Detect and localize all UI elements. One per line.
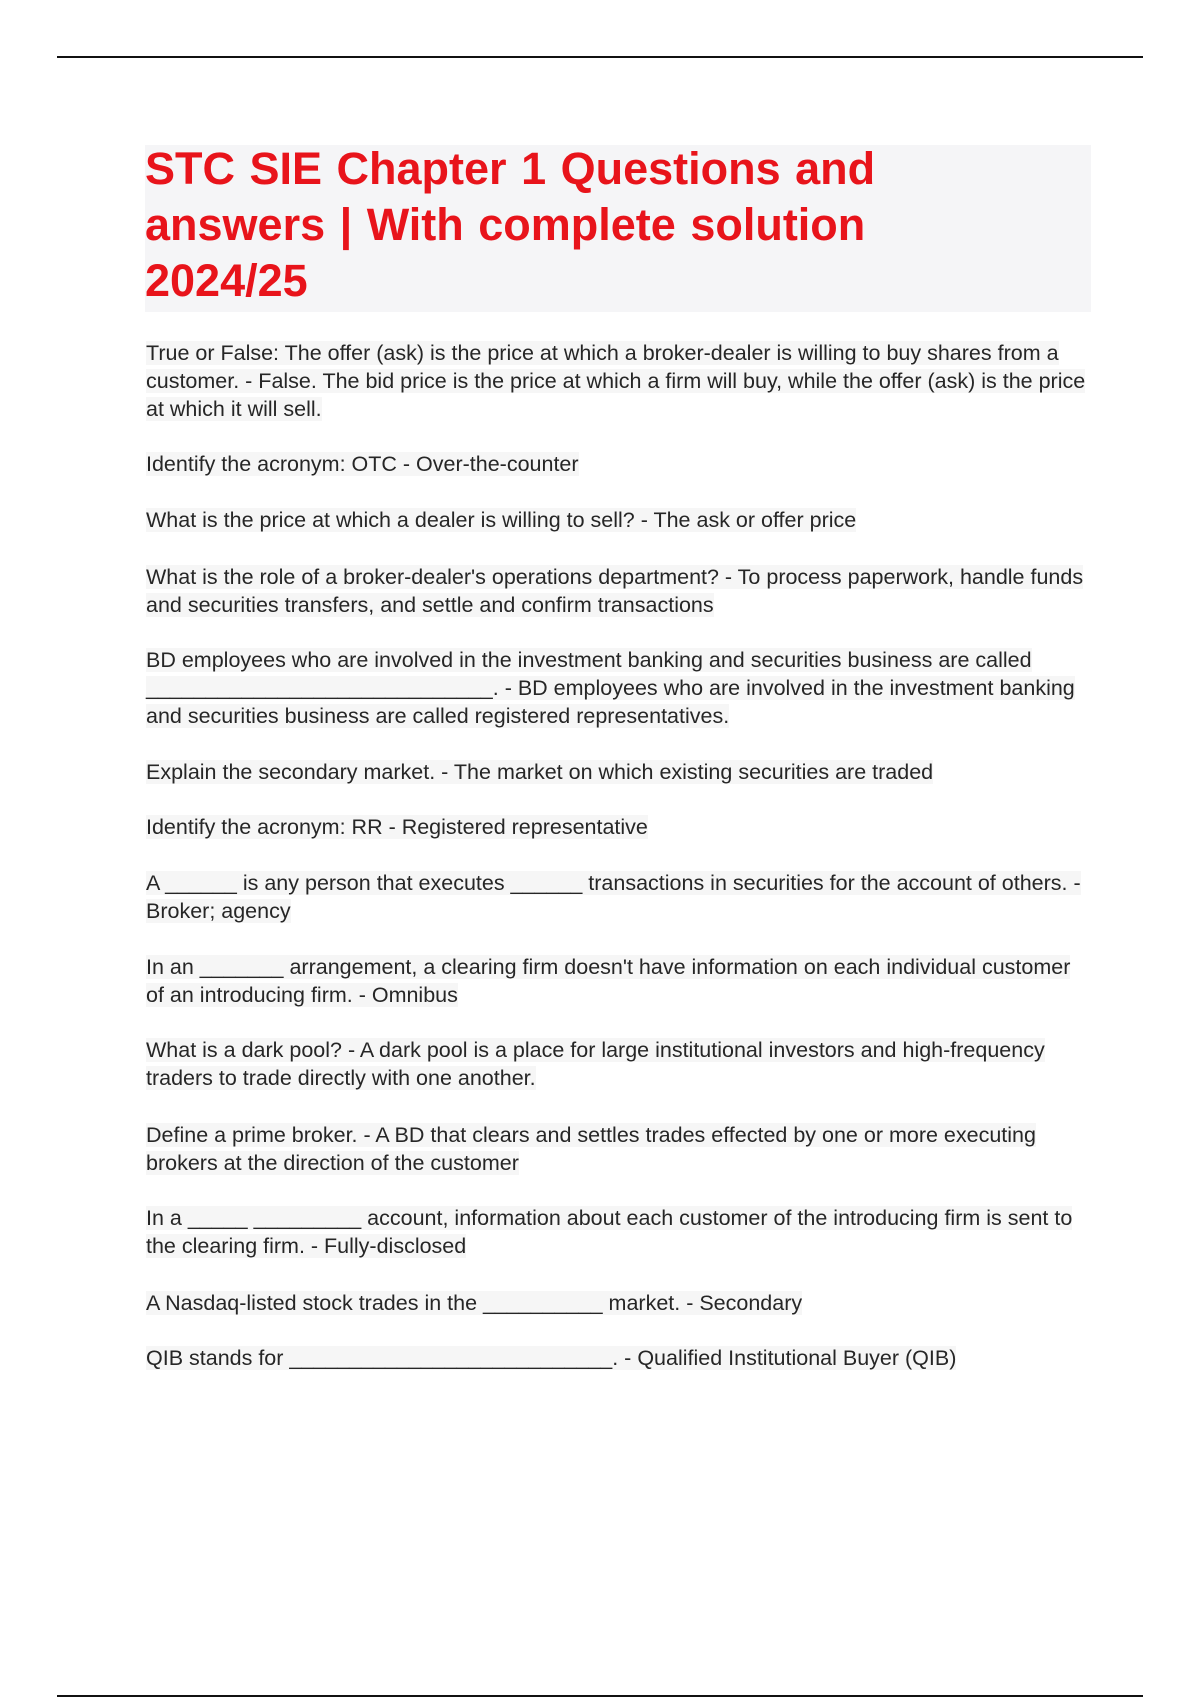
qa-item bbox=[146, 953, 1086, 1009]
qa-item bbox=[146, 869, 1086, 925]
qa-item-text: In a _____ _________ account, information about each customer of the introducing firm is sent to the clearing firm. - Fully-disclosed bbox=[146, 1206, 1073, 1258]
qa-item bbox=[146, 758, 1086, 786]
qa-item-text: True or False: The offer (ask) is the price at which a broker-dealer is willing to buy shares from a customer. - False. The bid price is the price at which a firm will buy, while the offer (ask) is the price at which it will sell. bbox=[146, 341, 1086, 421]
qa-item-text: Identify the acronym: OTC - Over-the-counter bbox=[146, 452, 579, 476]
document-title: STC SIE Chapter 1 Questions and answers | With complete solution 2024/25 bbox=[145, 143, 876, 306]
qa-item bbox=[146, 506, 1086, 534]
qa-item bbox=[146, 1344, 1086, 1372]
qa-item-text: What is the role of a broker-dealer's operations department? - To process paperwork, handle funds and securities transfers, and settle and confirm transactions bbox=[146, 565, 1084, 617]
qa-item bbox=[146, 450, 1086, 478]
top-rule bbox=[57, 56, 1143, 58]
qa-item-text: In an _______ arrangement, a clearing firm doesn't have information on each individual customer of an introducing firm. - Omnibus bbox=[146, 955, 1071, 1007]
qa-item-text: Define a prime broker. - A BD that clears and settles trades effected by one or more executing brokers at the direction of the customer bbox=[146, 1123, 1036, 1175]
qa-item-text: BD employees who are involved in the investment banking and securities business are called _____________________________. - BD employees who are involved in the investment banking and securities business are called registered representatives. bbox=[146, 648, 1075, 728]
qa-item-text: A Nasdaq-listed stock trades in the __________ market. - Secondary bbox=[146, 1291, 803, 1315]
qa-item-text: QIB stands for ___________________________. - Qualified Institutional Buyer (QIB) bbox=[146, 1346, 957, 1370]
qa-item bbox=[146, 1036, 1086, 1092]
qa-item bbox=[146, 1289, 1086, 1317]
qa-item-text: What is the price at which a dealer is willing to sell? - The ask or offer price bbox=[146, 508, 857, 532]
qa-item bbox=[146, 646, 1086, 730]
qa-item bbox=[146, 339, 1086, 423]
qa-item-text: What is a dark pool? - A dark pool is a place for large institutional investors and high-frequency traders to trade directly with one another. bbox=[146, 1038, 1045, 1090]
qa-item-text: Identify the acronym: RR - Registered representative bbox=[146, 815, 648, 839]
qa-item-text: Explain the secondary market. - The market on which existing securities are traded bbox=[146, 760, 934, 784]
qa-item bbox=[146, 563, 1086, 619]
qa-item bbox=[146, 813, 1086, 841]
qa-item bbox=[146, 1121, 1086, 1177]
qa-item-text: A ______ is any person that executes ______ transactions in securities for the account of others. - Broker; agency bbox=[146, 871, 1081, 923]
qa-item bbox=[146, 1204, 1086, 1260]
bottom-rule bbox=[57, 1695, 1143, 1697]
